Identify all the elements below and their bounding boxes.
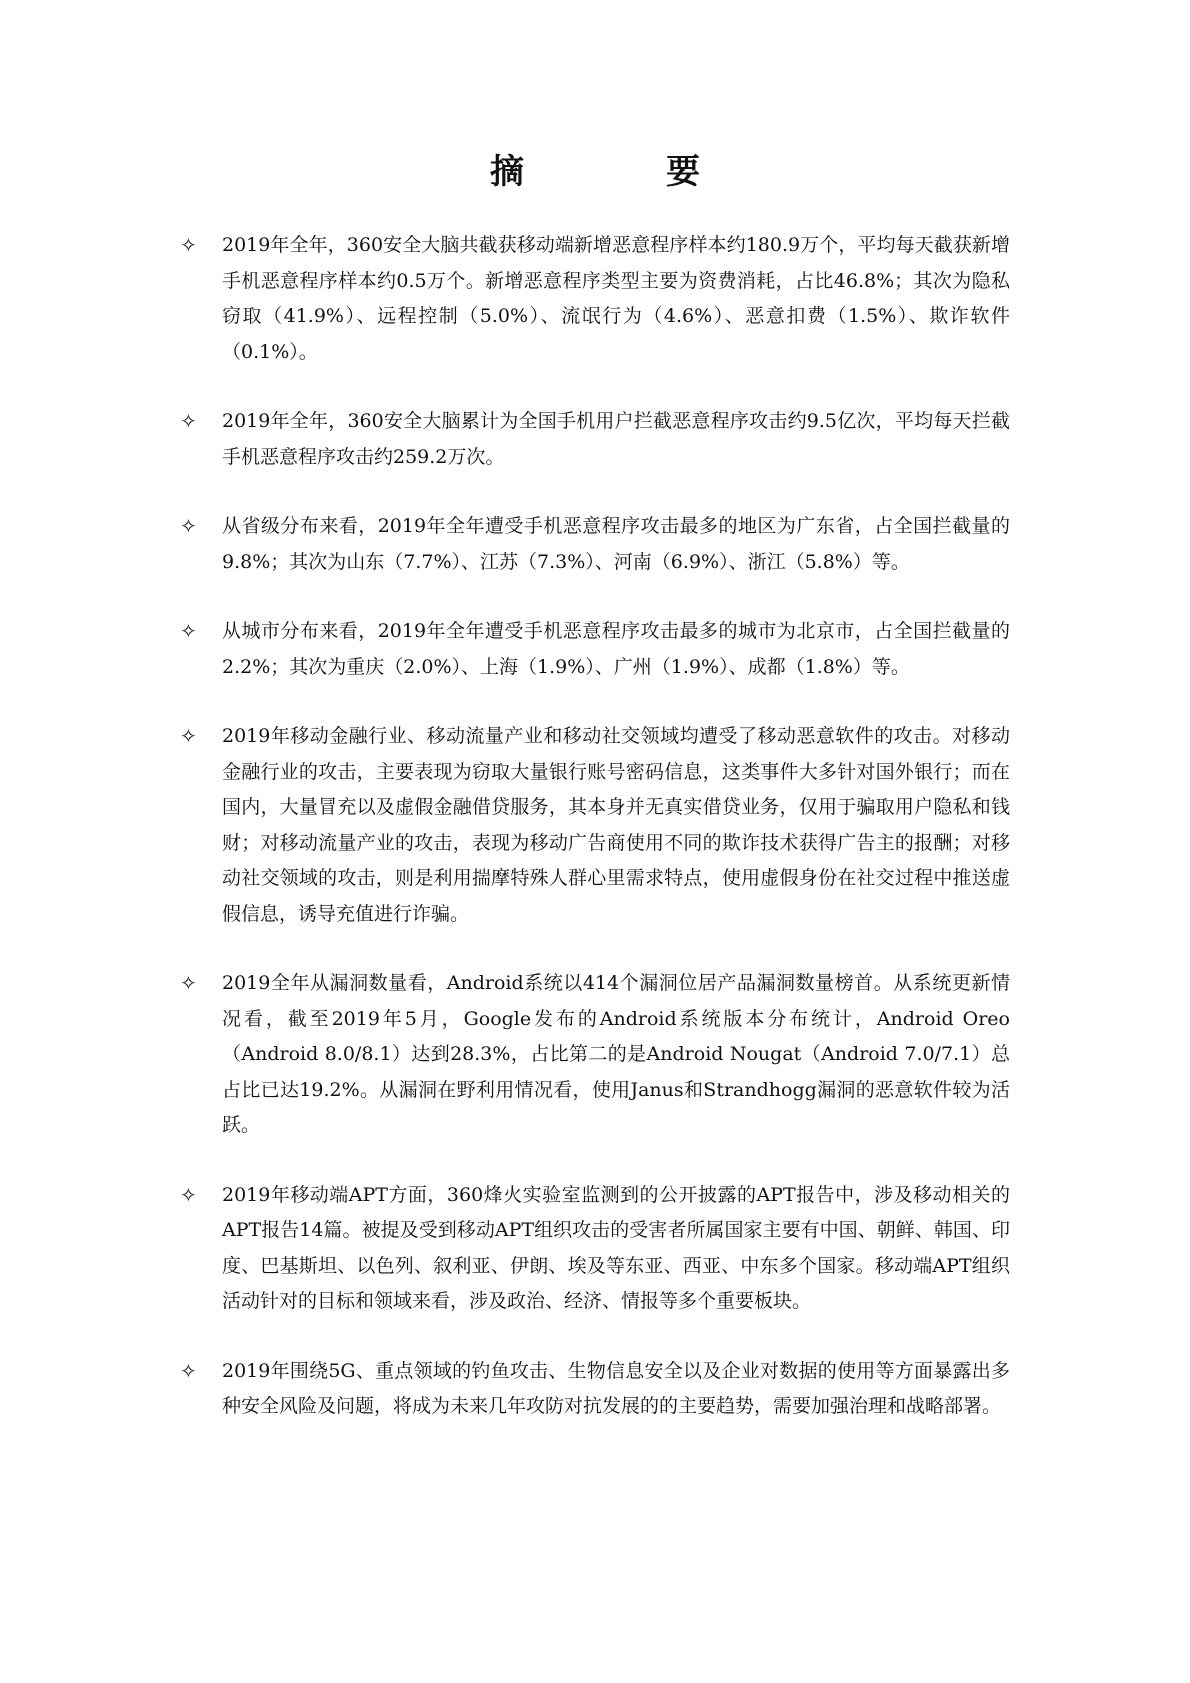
list-item bbox=[180, 1354, 1010, 1425]
list-item bbox=[180, 1178, 1010, 1320]
diamond-star-icon: ✧ bbox=[180, 409, 197, 433]
diamond-star-icon: ✧ bbox=[180, 971, 197, 995]
list-item bbox=[180, 614, 1010, 685]
list-item-text: 2019年围绕5G、重点领域的钓鱼攻击、生物信息安全以及企业对数据的使用等方面暴露出多种安全风险及问题，将成为未来几年攻防对抗发展的的主要趋势，需要加强治理和战略部署。 bbox=[222, 1359, 1010, 1417]
diamond-star-icon: ✧ bbox=[180, 233, 197, 257]
list-item-text: 从省级分布来看，2019年全年遭受手机恶意程序攻击最多的地区为广东省，占全国拦截量的9.8%；其次为山东（7.7%）、江苏（7.3%）、河南（6.9%）、浙江（5.8%）等。 bbox=[222, 515, 1010, 573]
diamond-star-icon: ✧ bbox=[180, 514, 197, 538]
list-item-text: 从城市分布来看，2019年全年遭受手机恶意程序攻击最多的城市为北京市，占全国拦截量的2.2%；其次为重庆（2.0%）、上海（1.9%）、广州（1.9%）、成都（1.8%）等。 bbox=[222, 620, 1010, 678]
list-item bbox=[180, 966, 1010, 1144]
page-title: 摘 要 bbox=[490, 152, 754, 192]
list-item bbox=[180, 509, 1010, 580]
list-item-text: 2019年全年，360安全大脑累计为全国手机用户拦截恶意程序攻击约9.5亿次，平均每天拦截手机恶意程序攻击约259.2万次。 bbox=[222, 410, 1010, 468]
summary-list bbox=[180, 228, 1010, 1459]
diamond-star-icon: ✧ bbox=[180, 619, 197, 643]
list-item-text: 2019全年从漏洞数量看，Android系统以414个漏洞位居产品漏洞数量榜首。从系统更新情况看，截至2019年5月，Google发布的Android系统版本分布统计，Android Oreo（Android 8.0/8.1）达到28.3%，占比第二的是Android Nougat（Android 7.0/7.1）总占比已达19.2%。从漏洞在野利用情况看，使用Janus和Strandhogg漏洞的恶意软件较为活跃。 bbox=[222, 972, 1010, 1136]
list-item bbox=[180, 404, 1010, 475]
diamond-star-icon: ✧ bbox=[180, 724, 197, 748]
list-item-text: 2019年全年，360安全大脑共截获移动端新增恶意程序样本约180.9万个，平均每天截获新增手机恶意程序样本约0.5万个。新增恶意程序类型主要为资费消耗，占比46.8%；其次为隐私窃取（41.9%）、远程控制（5.0%）、流氓行为（4.6%）、恶意扣费（1.5%）、欺诈软件（0.1%）。 bbox=[222, 234, 1010, 363]
diamond-star-icon: ✧ bbox=[180, 1182, 197, 1207]
diamond-star-icon: ✧ bbox=[180, 1358, 197, 1383]
list-item-text: 2019年移动金融行业、移动流量产业和移动社交领域均遭受了移动恶意软件的攻击。对移动金融行业的攻击，主要表现为窃取大量银行账号密码信息，这类事件大多针对国外银行；而在国内，大量冒充以及虚假金融借贷服务，其本身并无真实借贷业务，仅用于骗取用户隐私和钱财；对移动流量产业的攻击，表现为移动广告商使用不同的欺诈技术获得广告主的报酬；对移动社交领域的攻击，则是利用揣摩特殊人群心里需求特点，使用虚假身份在社交过程中推送虚假信息，诱导充值进行诈骗。 bbox=[222, 725, 1010, 925]
list-item bbox=[180, 719, 1010, 932]
list-item bbox=[180, 228, 1010, 370]
list-item-text: 2019年移动端APT方面，360烽火实验室监测到的公开披露的APT报告中，涉及移动相关的APT报告14篇。被提及受到移动APT组织攻击的受害者所属国家主要有中国、朝鲜、韩国、印度、巴基斯坦、以色列、叙利亚、伊朗、埃及等东亚、西亚、中东多个国家。移动端APT组织活动针对的目标和领域来看，涉及政治、经济、情报等多个重要板块。 bbox=[222, 1183, 1010, 1312]
